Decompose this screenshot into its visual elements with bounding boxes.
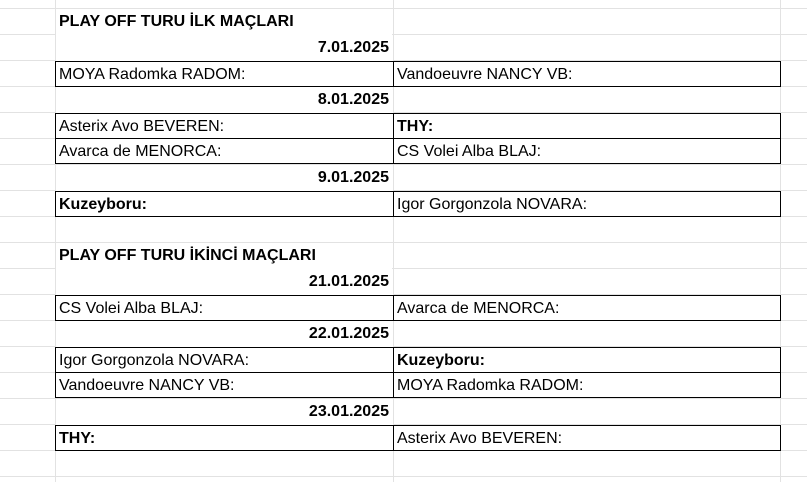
match-date[interactable]: 8.01.2025 <box>56 87 393 113</box>
section-title-second-round[interactable]: PLAY OFF TURU İKİNCİ MAÇLARI <box>56 243 392 269</box>
match-date[interactable]: 22.01.2025 <box>56 321 393 347</box>
home-team-cell[interactable]: Igor Gorgonzola NOVARA: <box>55 347 394 373</box>
away-team-cell[interactable]: Asterix Avo BEVEREN: <box>393 425 781 451</box>
home-team-cell[interactable]: Avarca de MENORCA: <box>55 138 394 164</box>
home-team-cell[interactable]: Kuzeyboru: <box>55 191 394 217</box>
gridline <box>0 476 807 477</box>
match-date[interactable]: 9.01.2025 <box>56 165 393 191</box>
match-date[interactable]: 7.01.2025 <box>56 35 393 61</box>
away-team-cell[interactable]: MOYA Radomka RADOM: <box>393 372 781 398</box>
away-team-cell[interactable]: Igor Gorgonzola NOVARA: <box>393 191 781 217</box>
away-team-cell[interactable]: Vandoeuvre NANCY VB: <box>393 61 781 87</box>
away-team-cell[interactable]: THY: <box>393 113 781 139</box>
home-team-cell[interactable]: Asterix Avo BEVEREN: <box>55 113 394 139</box>
match-date[interactable]: 21.01.2025 <box>56 269 393 295</box>
section-title-first-round[interactable]: PLAY OFF TURU İLK MAÇLARI <box>56 9 392 35</box>
home-team-cell[interactable]: MOYA Radomka RADOM: <box>55 61 394 87</box>
match-date[interactable]: 23.01.2025 <box>56 399 393 425</box>
home-team-cell[interactable]: CS Volei Alba BLAJ: <box>55 295 394 321</box>
away-team-cell[interactable]: Kuzeyboru: <box>393 347 781 373</box>
home-team-cell[interactable]: THY: <box>55 425 394 451</box>
away-team-cell[interactable]: Avarca de MENORCA: <box>393 295 781 321</box>
home-team-cell[interactable]: Vandoeuvre NANCY VB: <box>55 372 394 398</box>
away-team-cell[interactable]: CS Volei Alba BLAJ: <box>393 138 781 164</box>
